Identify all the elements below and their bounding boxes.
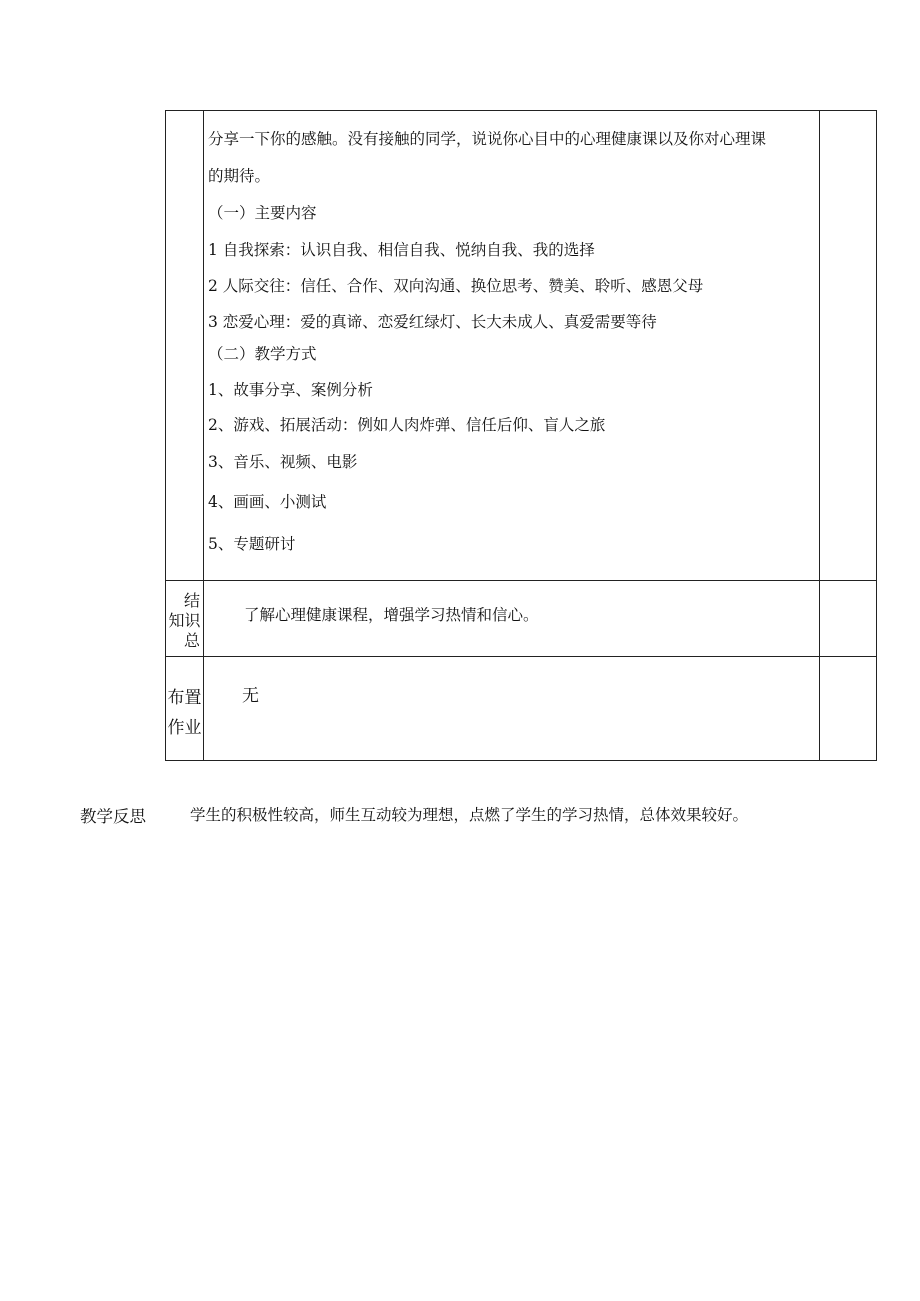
content-line: 2、游戏、拓展活动：例如人肉炸弹、信任后仰、盲人之旅 [208,416,606,434]
summary-text: 了解心理健康课程，增强学习热情和信心。 [244,606,539,624]
content-line: 3、音乐、视频、电影 [208,453,358,471]
summary-label-char: 结 [183,591,200,610]
content-line: 1、故事分享、案例分析 [208,381,373,399]
homework-body-cell [204,657,820,761]
content-row [166,111,876,580]
content-label-cell [166,111,204,580]
content-line: 2 人际交往：信任、合作、双向沟通、换位思考、赞美、聆听、感恩父母 [208,277,704,295]
homework-extra-cell [820,657,876,761]
homework-row [166,656,876,761]
content-line: 的期待。 [208,167,271,185]
summary-row [166,580,876,656]
homework-label-cell [166,657,204,761]
content-line: 1 自我探索：认识自我、相信自我、悦纳自我、我的选择 [208,241,595,259]
content-line: 3 恋爱心理：爱的真谛、恋爱红绿灯、长大未成人、真爱需要等待 [208,313,657,331]
homework-label [166,683,203,743]
summary-label-cell [166,581,204,656]
content-extra-cell [820,111,876,580]
reflection-text: 学生的积极性较高，师生互动较为理想，点燃了学生的学习热情，总体效果较好。 [190,806,749,824]
summary-body-cell [204,581,820,656]
content-line: 5、专题研讨 [208,535,296,553]
summary-label-char: 知识 [168,611,201,630]
section-heading-main-content: （一）主要内容 [208,204,317,222]
homework-label-line: 布置 [167,688,202,708]
section-heading-teaching-methods: （二）教学方式 [208,345,317,363]
content-line: 分享一下你的感触。没有接触的同学，说说你心目中的心理健康课以及你对心理课 [208,130,767,148]
content-line: 4、画画、小测试 [208,493,327,511]
summary-extra-cell [820,581,876,656]
homework-label-line: 作业 [167,718,202,738]
reflection-label: 教学反思 [80,807,146,826]
lesson-plan-table [165,110,877,761]
summary-label [166,591,203,651]
summary-label-char: 总 [183,631,200,650]
homework-text: 无 [242,686,259,706]
content-body-cell [204,111,820,580]
